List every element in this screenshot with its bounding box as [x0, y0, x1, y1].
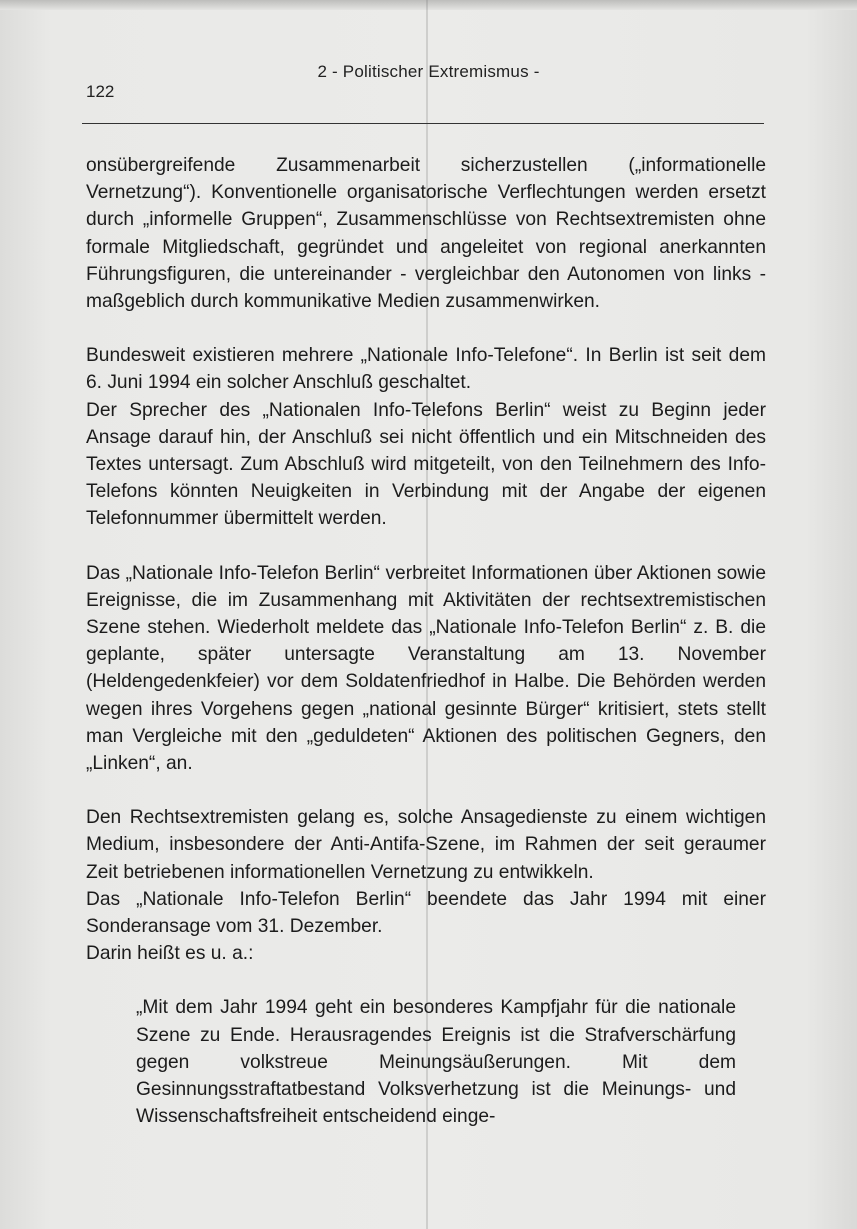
- header-rule: [82, 123, 764, 124]
- block-quote: „Mit dem Jahr 1994 geht ein besonderes Kampfjahr für die nationale Szene zu Ende. Herausragendes Ereignis ist die Strafverschärfung gegen volkstreue Meinungsäußerungen. Mit dem Gesinnungsstraftatbestand Volksverhetzung ist die Meinungs- und Wissenschaftsfreiheit entscheidend einge-: [136, 997, 736, 1128]
- paragraph-sprecher: Der Sprecher des „Nationalen Info-Telefons Berlin“ weist zu Beginn jeder Ansage darauf hin, der Anschluß sei nicht öffentlich und ein Mitschneiden des Textes untersagt. Zum Abschluß wird mitgeteilt, von den Teilnehmern des Info-Telefons könnten Neuigkeiten in Verbindung mit der Angabe der eigenen Telefonnummer übermittelt werden.: [86, 399, 766, 530]
- page-number: 122: [86, 82, 115, 101]
- paragraph-ansagedienste: Den Rechtsextremisten gelang es, solche Ansagedienste zu einem wichtigen Medium, insbesondere der Anti-Antifa-Szene, im Rahmen der seit geraumer Zeit betriebenen informationellen Vernetzung zu entwikkeln.: [86, 807, 766, 883]
- paragraph-gap: [86, 967, 766, 994]
- paragraph-gap: [86, 533, 766, 560]
- page-top-edge: [0, 0, 857, 10]
- running-head: 2 - Politischer Extremismus -: [317, 62, 540, 81]
- paragraph-networking: onsübergreifende Zusammenarbeit sicherzustellen („informationelle Vernetzung“). Konventionelle organisatorische Verflechtungen werden ersetzt durch „informelle Gruppen“, Zusammenschlüsse von Rechtsextremisten ohne formale Mitgliedschaft, gegründet und angeleitet von regional anerkannten Führungsfiguren, die untereinander - vergleichbar den Autonomen von links - maßgeblich durch kommunikative Medien zusammenwirken.: [86, 155, 766, 313]
- paragraph-darin: Darin heißt es u. a.:: [86, 943, 254, 965]
- paragraph-info-telefone: Bundesweit existieren mehrere „Nationale Info-Telefone“. In Berlin ist seit dem 6. Juni 1994 ein solcher Anschluß geschaltet.: [86, 345, 766, 394]
- body-text: [86, 152, 766, 1131]
- paragraph-sonderansage: Das „Nationale Info-Telefon Berlin“ beendete das Jahr 1994 mit einer Sonderansage vom 31. Dezember.: [86, 888, 766, 938]
- paragraph-gap: [86, 777, 766, 804]
- paragraph-verbreitet: Das „Nationale Info-Telefon Berlin“ verbreitet Informationen über Aktionen sowie Ereignisse, die im Zusammenhang mit Aktivitäten der rechtsextremistischen Szene stehen. Wiederholt meldete das „Nationale Info-Telefon Berlin“ z. B. die geplante, später untersagte Veranstaltung am 13. November (Heldengedenkfeier) vor dem Soldatenfriedhof in Halbe. Die Behörden werden wegen ihres Vorgehens gegen „national gesinnte Bürger“ kritisiert, stets stellt man Vergleiche mit den „geduldeten“ Aktionen des politischen Gegners, den „Linken“, an.: [86, 562, 766, 775]
- paragraph-gap: [86, 315, 766, 342]
